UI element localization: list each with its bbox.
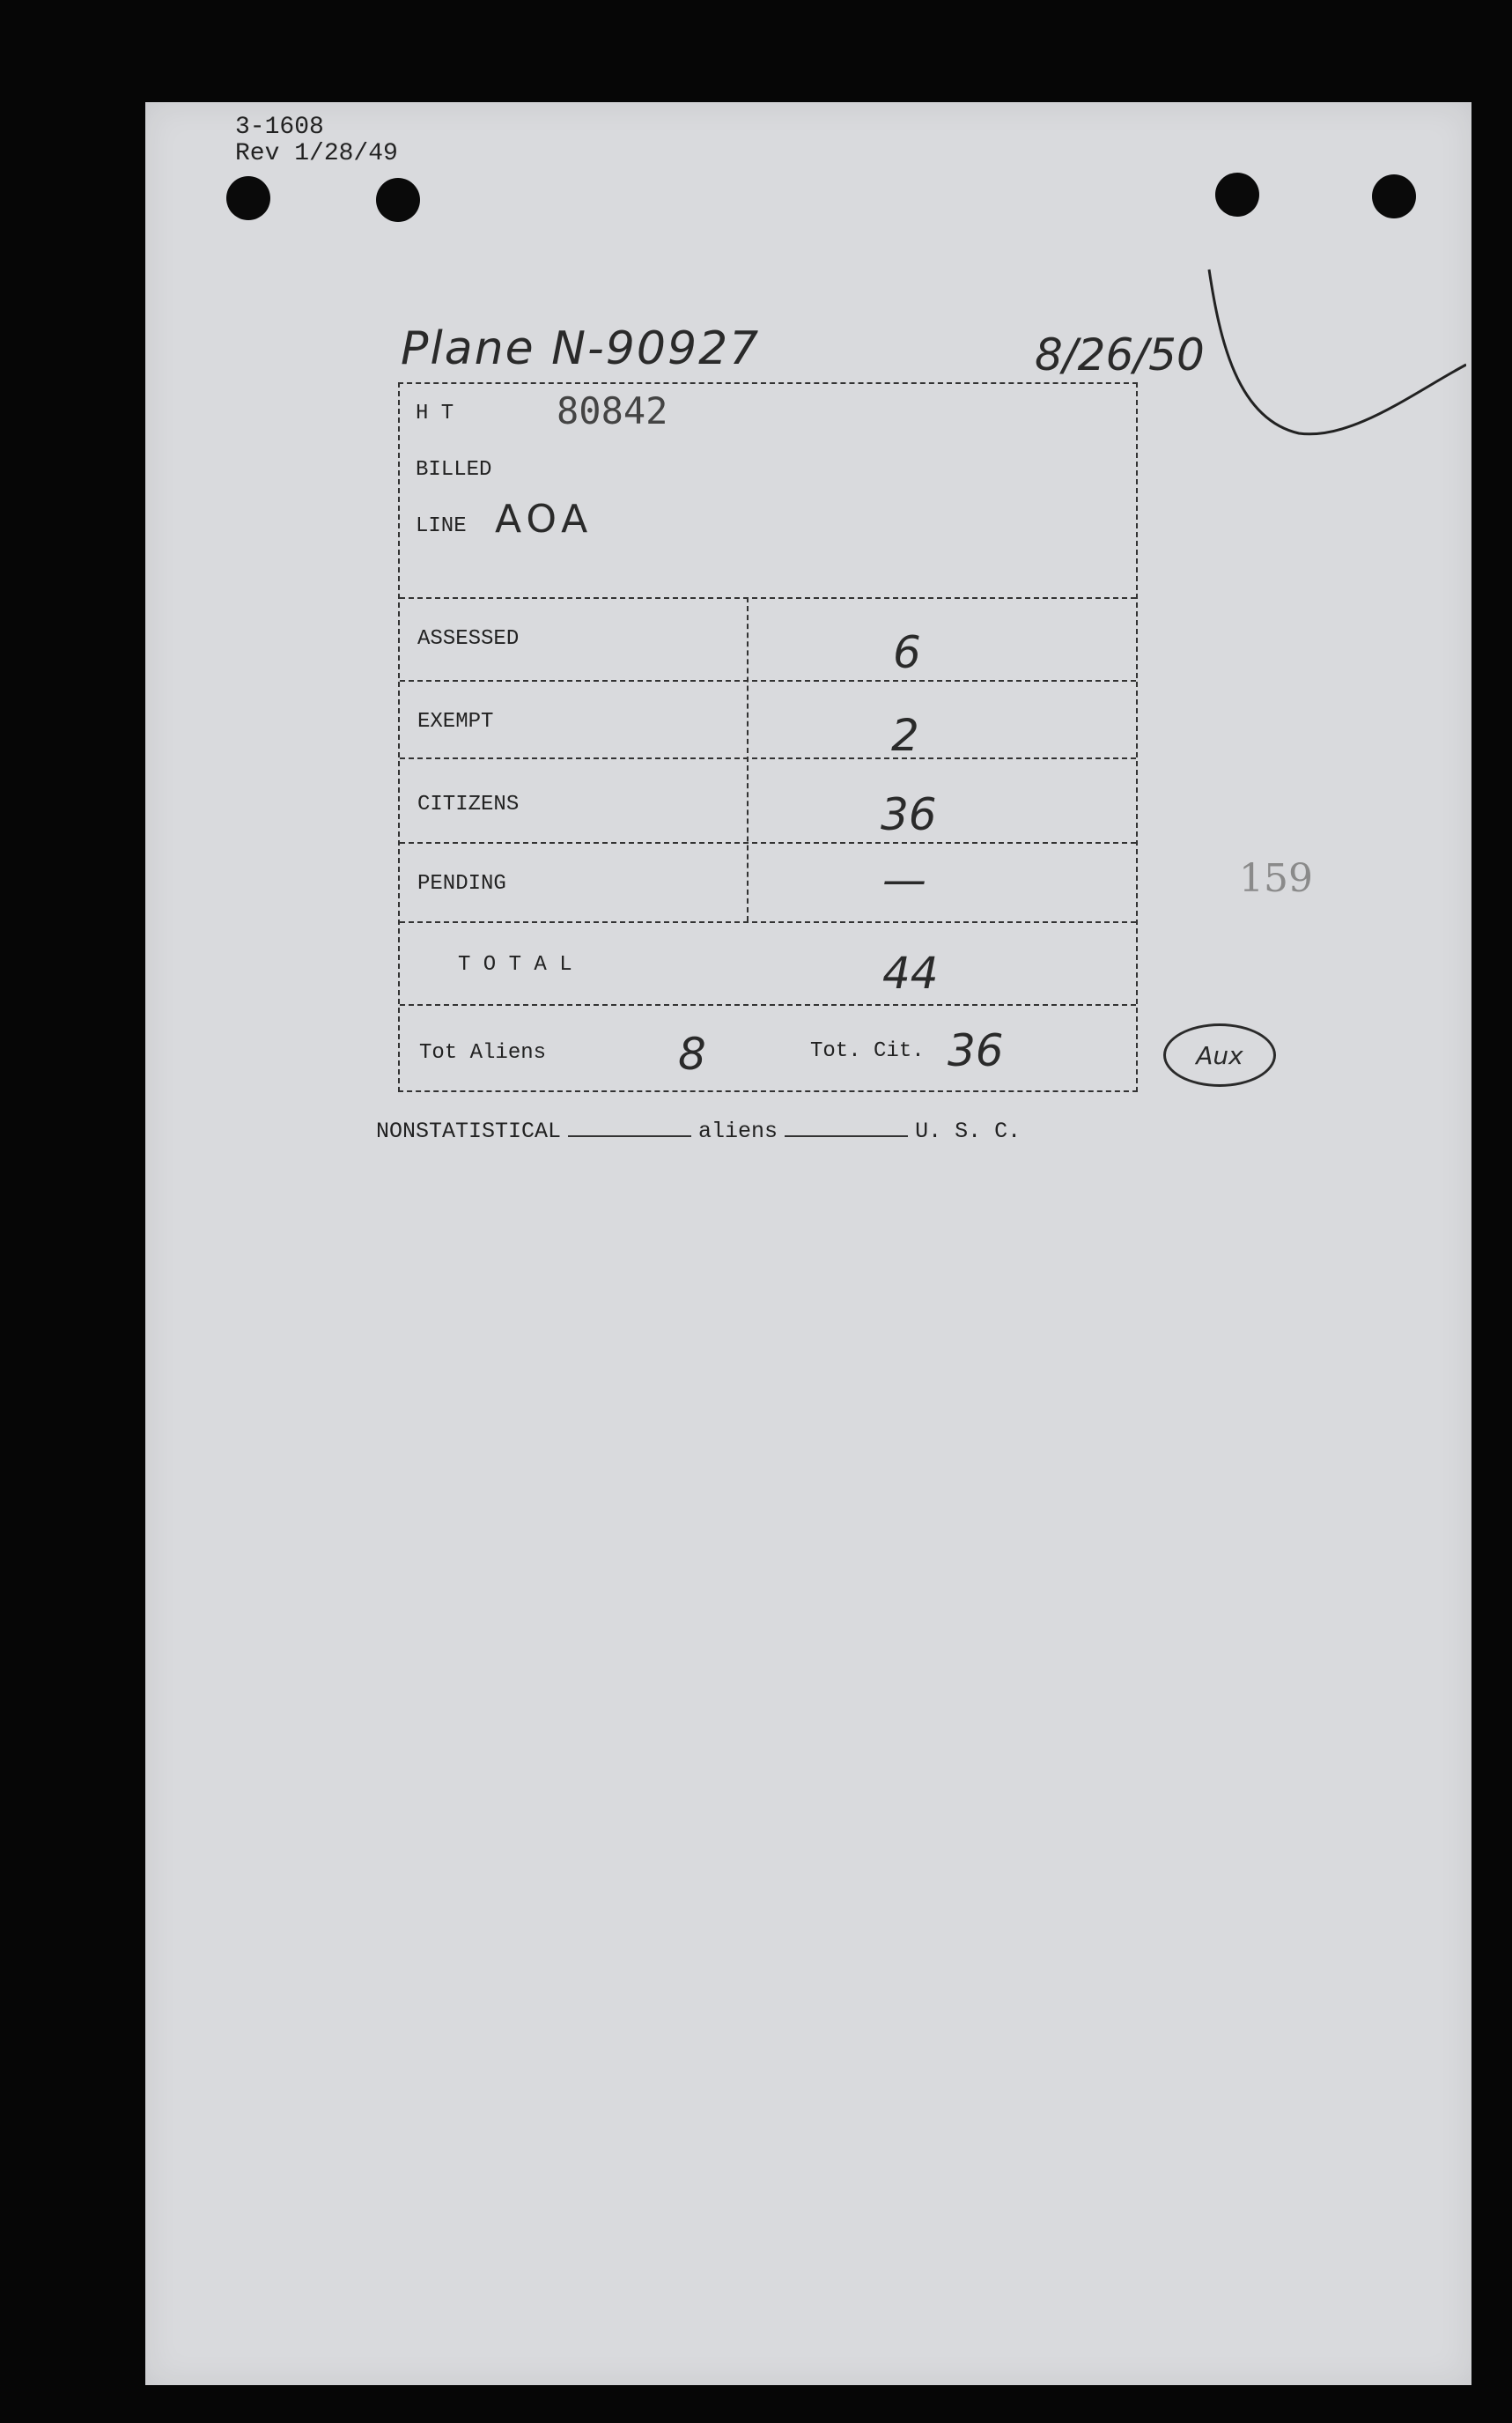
divider <box>400 1004 1136 1006</box>
pending-label: PENDING <box>417 872 506 896</box>
aliens-blank <box>568 1135 691 1137</box>
column-divider <box>747 597 749 921</box>
pen-curve-mark <box>1202 155 1466 454</box>
tot-aliens-label: Tot Aliens <box>419 1041 547 1065</box>
tot-cit-value: 36 <box>948 1025 1004 1076</box>
line-value: AOA <box>495 497 594 542</box>
line-label: LINE <box>416 514 467 538</box>
ht-number: 80842 <box>557 389 668 432</box>
manifest-tally-form <box>398 382 1138 1092</box>
usc-label: U. S. C. <box>915 1119 1022 1144</box>
plane-number-handwritten: Plane N-90927 <box>401 322 761 375</box>
nonstatistical-label: NONSTATISTICAL <box>376 1119 562 1144</box>
form-number: 3-1608 <box>235 114 324 141</box>
form-revision: Rev 1/28/49 <box>235 140 398 167</box>
usc-blank <box>785 1135 908 1137</box>
total-label: T O T A L <box>458 953 572 977</box>
assessed-label: ASSESSED <box>417 627 520 651</box>
exempt-label: EXEMPT <box>417 710 494 734</box>
initials-text: Aux <box>1196 1040 1243 1070</box>
punch-hole <box>376 178 420 222</box>
nonstatistical-line <box>376 1119 1021 1144</box>
exempt-value: 2 <box>891 710 919 761</box>
divider <box>400 597 1136 599</box>
citizens-value: 36 <box>881 789 937 840</box>
form-code <box>235 115 398 167</box>
punch-hole <box>226 176 270 220</box>
divider <box>400 757 1136 759</box>
total-value: 44 <box>882 948 939 999</box>
assessed-value: 6 <box>893 627 921 678</box>
date-handwritten: 8/26/50 <box>1035 329 1205 380</box>
tot-cit-label: Tot. Cit. <box>810 1039 925 1063</box>
page-stamp-number: 159 <box>1239 856 1313 901</box>
aliens-label: aliens <box>698 1119 778 1144</box>
circled-initials <box>1163 1023 1276 1087</box>
pending-value: — <box>882 854 926 905</box>
ht-label: H T <box>416 402 454 425</box>
divider <box>400 680 1136 682</box>
billed-label: BILLED <box>416 458 492 482</box>
document-page <box>145 102 1471 2385</box>
divider <box>400 842 1136 844</box>
tot-aliens-value: 8 <box>678 1029 706 1080</box>
citizens-label: CITIZENS <box>417 793 520 816</box>
divider <box>400 921 1136 923</box>
